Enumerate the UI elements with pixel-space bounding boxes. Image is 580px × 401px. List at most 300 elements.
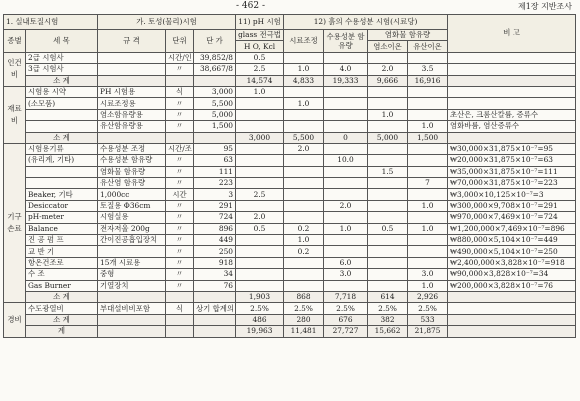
chloride-cell: [368, 246, 408, 257]
remark-cell: 초산은, 크롬산칼륨, 증류수: [448, 109, 576, 120]
price-cell: 상기 합계의: [194, 303, 236, 314]
col-sample: 시료조정: [284, 30, 324, 53]
price-cell: 449: [194, 235, 236, 246]
price-cell: 34: [194, 269, 236, 280]
detail-cell: 소 계: [26, 75, 98, 86]
spec-cell: [98, 64, 166, 75]
spec-cell: 중형: [98, 269, 166, 280]
price-cell: 1,500: [194, 121, 236, 132]
table-row: [4, 86, 576, 97]
chloride-cell: 9,666: [368, 75, 408, 86]
sulfate-cell: [408, 189, 448, 200]
remark-cell: [448, 86, 576, 97]
sample-cell: [284, 269, 324, 280]
price-cell: 5,000: [194, 109, 236, 120]
spec-cell: 유산함유량용: [98, 121, 166, 132]
sulfate-cell: 1.0: [408, 223, 448, 234]
sample-cell: 11,481: [284, 326, 324, 337]
table-row: [4, 143, 576, 154]
soluble-cell: 27,727: [324, 326, 368, 337]
table-row: [4, 64, 576, 75]
ph-cell: 486: [236, 314, 284, 325]
sample-cell: [284, 189, 324, 200]
table-row: [4, 75, 576, 86]
detail-cell: Desiccator: [26, 200, 98, 211]
unit-cell: [166, 291, 194, 302]
unit-cell: 〃: [166, 200, 194, 211]
table-row: [4, 303, 576, 314]
spec-cell: 부대설비비포함: [98, 303, 166, 314]
sulfate-cell: 1,500: [408, 132, 448, 143]
sulfate-cell: [408, 52, 448, 63]
detail-cell: 시험용 시약: [26, 86, 98, 97]
remark-cell: [448, 314, 576, 325]
unit-cell: 시간: [166, 189, 194, 200]
ph-cell: [236, 200, 284, 211]
sample-cell: 4,833: [284, 75, 324, 86]
cost-table: [3, 14, 576, 338]
table-row: [4, 132, 576, 143]
sample-cell: [284, 121, 324, 132]
detail-cell: [26, 166, 98, 177]
col-type: 종별: [4, 30, 26, 53]
detail-cell: 항온건조로: [26, 257, 98, 268]
remark-cell: ₩3,000×10,125×10⁻⁷=3: [448, 189, 576, 200]
chloride-cell: [368, 98, 408, 109]
unit-cell: 시간/인: [166, 52, 194, 63]
table-row: [4, 121, 576, 132]
chloride-cell: 1.5: [368, 166, 408, 177]
col-salt: 염화물 함유량: [368, 30, 448, 41]
ph-cell: [236, 257, 284, 268]
price-cell: 291: [194, 200, 236, 211]
remark-cell: [448, 75, 576, 86]
sulfate-cell: [408, 257, 448, 268]
unit-cell: 〃: [166, 280, 194, 291]
ph-cell: 1,903: [236, 291, 284, 302]
chloride-cell: [368, 86, 408, 97]
spec-cell: 염화물 함유량: [98, 166, 166, 177]
sample-cell: [284, 52, 324, 63]
unit-cell: 〃: [166, 246, 194, 257]
chloride-cell: [368, 257, 408, 268]
detail-cell: Gas Burner: [26, 280, 98, 291]
spec-cell: 수용성분 함유량: [98, 155, 166, 166]
unit-cell: 시간/조: [166, 143, 194, 154]
remark-cell: [448, 132, 576, 143]
table-row: [4, 109, 576, 120]
ph-cell: 0.5: [236, 52, 284, 63]
unit-cell: 〃: [166, 121, 194, 132]
remark-cell: ₩70,000×31,875×10⁻⁷=223: [448, 178, 576, 189]
chloride-cell: [368, 235, 408, 246]
chloride-cell: [368, 200, 408, 211]
soluble-cell: 2.5%: [324, 303, 368, 314]
detail-cell: pH-meter: [26, 212, 98, 223]
soluble-cell: [324, 235, 368, 246]
unit-cell: 〃: [166, 235, 194, 246]
table-row: [4, 326, 576, 337]
sulfate-cell: 1.0: [408, 280, 448, 291]
sample-cell: [284, 155, 324, 166]
chloride-cell: [368, 143, 408, 154]
table-row: [4, 257, 576, 268]
detail-cell: Beaker, 기타: [26, 189, 98, 200]
sample-cell: [284, 166, 324, 177]
price-cell: 95: [194, 143, 236, 154]
chloride-cell: [368, 212, 408, 223]
sample-cell: [284, 257, 324, 268]
chloride-cell: [368, 280, 408, 291]
chloride-cell: 614: [368, 291, 408, 302]
remark-cell: 염화바륨, 염산증류수: [448, 121, 576, 132]
sulfate-cell: 533: [408, 314, 448, 325]
soluble-cell: [324, 109, 368, 120]
detail-cell: 교 반 기: [26, 246, 98, 257]
soluble-cell: 2.0: [324, 200, 368, 211]
soluble-cell: [324, 121, 368, 132]
ph-cell: 1.0: [236, 86, 284, 97]
unit-cell: [166, 75, 194, 86]
sample-cell: [284, 200, 324, 211]
sample-cell: 5,500: [284, 132, 324, 143]
detail-cell: 2급 시험사: [26, 52, 98, 63]
spec-cell: 1,000cc: [98, 189, 166, 200]
table-row: [4, 155, 576, 166]
sample-cell: 2.5%: [284, 303, 324, 314]
sulfate-cell: 1.0: [408, 121, 448, 132]
unit-cell: 〃: [166, 223, 194, 234]
sulfate-cell: 2,926: [408, 291, 448, 302]
section-title-2: 11) pH 시험: [236, 15, 284, 30]
table-row: [4, 314, 576, 325]
remark-cell: ₩20,000×31,875×10⁻⁷=63: [448, 155, 576, 166]
ph-cell: 2.5: [236, 189, 284, 200]
ph-cell: [236, 246, 284, 257]
col-price: 단 가: [194, 30, 236, 53]
title-row: [4, 15, 576, 30]
table-row: [4, 52, 576, 63]
spec-cell: 토질용 Φ36cm: [98, 200, 166, 211]
section-title-3: 12) 흙의 수용성분 시험(시료당): [284, 15, 448, 30]
spec-cell: 시험실용: [98, 212, 166, 223]
unit-cell: [166, 326, 194, 337]
detail-cell: [26, 121, 98, 132]
sample-cell: [284, 109, 324, 120]
category-cell: 기구손료: [4, 143, 26, 302]
soluble-cell: [324, 189, 368, 200]
chloride-cell: 1.0: [368, 109, 408, 120]
spec-cell: 전자저울 200g: [98, 223, 166, 234]
sulfate-cell: [408, 109, 448, 120]
price-cell: 918: [194, 257, 236, 268]
table-row: [4, 166, 576, 177]
ph-cell: [236, 155, 284, 166]
price-cell: [194, 314, 236, 325]
sample-cell: [284, 280, 324, 291]
remark-cell: [448, 64, 576, 75]
spec-cell: [98, 326, 166, 337]
sample-cell: [284, 86, 324, 97]
sulfate-cell: 3.0: [408, 269, 448, 280]
soluble-cell: [324, 246, 368, 257]
sample-cell: 2.0: [284, 143, 324, 154]
category-cell: 경비: [4, 303, 26, 337]
ph-solution: H O, Kcl: [236, 41, 284, 52]
detail-cell: 소 계: [26, 132, 98, 143]
sample-cell: 868: [284, 291, 324, 302]
chloride-cell: 0.5: [368, 223, 408, 234]
sample-cell: [284, 178, 324, 189]
soluble-cell: [324, 166, 368, 177]
chloride-cell: [368, 155, 408, 166]
price-cell: 63: [194, 155, 236, 166]
chloride-cell: [368, 52, 408, 63]
price-cell: 76: [194, 280, 236, 291]
soluble-cell: 19,333: [324, 75, 368, 86]
sulfate-cell: [408, 155, 448, 166]
remark-cell: ₩35,000×31,875×10⁻⁷=111: [448, 166, 576, 177]
remark-cell: ₩490,000×5,104×10⁻⁷=250: [448, 246, 576, 257]
spec-cell: 수용성분 조정: [98, 143, 166, 154]
price-cell: 111: [194, 166, 236, 177]
remark-cell: ₩2,400,000×3,828×10⁻⁷=918: [448, 257, 576, 268]
unit-cell: 〃: [166, 212, 194, 223]
soluble-cell: [324, 212, 368, 223]
ph-cell: [236, 166, 284, 177]
sample-cell: 280: [284, 314, 324, 325]
ph-cell: [236, 269, 284, 280]
price-cell: 896: [194, 223, 236, 234]
detail-cell: (유리계, 기타): [26, 155, 98, 166]
col-soluble: 수용성분 함유량: [324, 30, 368, 53]
remark-header: 비 고: [448, 15, 576, 53]
chloride-cell: [368, 178, 408, 189]
remark-cell: ₩1,200,000×7,469×10⁻⁷=896: [448, 223, 576, 234]
table-row: [4, 291, 576, 302]
sulfate-cell: [408, 166, 448, 177]
sulfate-cell: [408, 235, 448, 246]
spec-cell: 유산염 함유량: [98, 178, 166, 189]
sample-cell: 1.0: [284, 235, 324, 246]
ph-cell: [236, 235, 284, 246]
ph-cell: 2.0: [236, 212, 284, 223]
spec-cell: [98, 75, 166, 86]
price-cell: 3: [194, 189, 236, 200]
table-row: [4, 235, 576, 246]
unit-cell: 〃: [166, 155, 194, 166]
price-cell: [194, 132, 236, 143]
table-row: [4, 212, 576, 223]
spec-cell: 기열장치: [98, 280, 166, 291]
col-chloride: 염소이온: [368, 41, 408, 52]
price-cell: 3,000: [194, 86, 236, 97]
section-title-1: 1. 실내토질시험: [4, 15, 98, 30]
sulfate-cell: 1.0: [408, 200, 448, 211]
spec-cell: 시료조정용: [98, 98, 166, 109]
chloride-cell: 2.0: [368, 64, 408, 75]
table-row: [4, 178, 576, 189]
sample-cell: 1.0: [284, 64, 324, 75]
sulfate-cell: 16,916: [408, 75, 448, 86]
unit-cell: 〃: [166, 257, 194, 268]
table-row: [4, 98, 576, 109]
page-header: [0, 0, 580, 14]
remark-cell: ₩880,000×5,104×10⁻⁷=449: [448, 235, 576, 246]
unit-cell: 식: [166, 86, 194, 97]
table-row: [4, 269, 576, 280]
detail-cell: 수도광열비: [26, 303, 98, 314]
soluble-cell: 7,718: [324, 291, 368, 302]
sample-cell: 0.2: [284, 246, 324, 257]
spec-cell: [98, 52, 166, 63]
spec-cell: 간이진공흡입장치: [98, 235, 166, 246]
soluble-cell: [324, 280, 368, 291]
detail-cell: [26, 109, 98, 120]
remark-cell: [448, 291, 576, 302]
remark-cell: [448, 303, 576, 314]
price-cell: 250: [194, 246, 236, 257]
detail-cell: Balance: [26, 223, 98, 234]
chloride-cell: 5,000: [368, 132, 408, 143]
remark-cell: [448, 98, 576, 109]
detail-cell: 시험용기류: [26, 143, 98, 154]
col-sulfate: 유산이온: [408, 41, 448, 52]
chloride-cell: 2.5%: [368, 303, 408, 314]
spec-cell: [98, 246, 166, 257]
unit-cell: 〃: [166, 98, 194, 109]
col-spec: 규 격: [98, 30, 166, 53]
price-cell: [194, 75, 236, 86]
price-cell: [194, 291, 236, 302]
detail-cell: 수 조: [26, 269, 98, 280]
page-number: - 462 -: [236, 1, 265, 11]
remark-cell: ₩300,000×9,708×10⁻⁷=291: [448, 200, 576, 211]
remark-cell: ₩200,000×3,828×10⁻⁷=76: [448, 280, 576, 291]
section-title-1b: 가. 토성(물리)시험: [98, 15, 236, 30]
spec-cell: 염소함유량용: [98, 109, 166, 120]
remark-cell: ₩90,000×3,828×10⁻⁷=34: [448, 269, 576, 280]
price-cell: [194, 326, 236, 337]
unit-cell: 〃: [166, 166, 194, 177]
ph-cell: [236, 98, 284, 109]
detail-cell: 소 계: [26, 314, 98, 325]
detail-cell: [26, 178, 98, 189]
soluble-cell: 4.0: [324, 64, 368, 75]
table-row: [4, 246, 576, 257]
spec-cell: [98, 132, 166, 143]
soluble-cell: [324, 52, 368, 63]
soluble-cell: [324, 143, 368, 154]
chloride-cell: [368, 269, 408, 280]
unit-cell: 〃: [166, 178, 194, 189]
chloride-cell: 15,662: [368, 326, 408, 337]
table-row: [4, 189, 576, 200]
chapter-header: 제1장 지반조사: [517, 2, 572, 11]
ph-cell: 2.5: [236, 64, 284, 75]
unit-cell: 〃: [166, 64, 194, 75]
ph-cell: [236, 109, 284, 120]
remark-cell: [448, 326, 576, 337]
detail-cell: 소 계: [26, 291, 98, 302]
spec-cell: PH 시험용: [98, 86, 166, 97]
sulfate-cell: 7: [408, 178, 448, 189]
ph-cell: [236, 280, 284, 291]
remark-cell: ₩30,000×31,875×10⁻⁷=95: [448, 143, 576, 154]
remark-cell: ₩970,000×7,469×10⁻⁷=724: [448, 212, 576, 223]
ph-cell: 0.5: [236, 223, 284, 234]
soluble-cell: 10.0: [324, 155, 368, 166]
ph-cell: 3,000: [236, 132, 284, 143]
ph-cell: [236, 178, 284, 189]
sulfate-cell: 3.5: [408, 64, 448, 75]
detail-cell: 3급 시험사: [26, 64, 98, 75]
col-unit: 단위: [166, 30, 194, 53]
sample-cell: 1.0: [284, 98, 324, 109]
price-cell: 223: [194, 178, 236, 189]
detail-cell: (소모품): [26, 98, 98, 109]
soluble-cell: 6.0: [324, 257, 368, 268]
sulfate-cell: 2.5%: [408, 303, 448, 314]
unit-cell: [166, 132, 194, 143]
soluble-cell: [324, 178, 368, 189]
soluble-cell: 3.0: [324, 269, 368, 280]
soluble-cell: 676: [324, 314, 368, 325]
chloride-cell: [368, 189, 408, 200]
sulfate-cell: [408, 98, 448, 109]
ph-cell: 14,574: [236, 75, 284, 86]
price-cell: 39,852/8: [194, 52, 236, 63]
table-row: [4, 223, 576, 234]
unit-cell: 〃: [166, 269, 194, 280]
ph-cell: [236, 143, 284, 154]
sample-cell: 0.2: [284, 223, 324, 234]
spec-cell: 15개 시료용: [98, 257, 166, 268]
sulfate-cell: [408, 143, 448, 154]
ph-cell: 2.5%: [236, 303, 284, 314]
detail-cell: 진 공 펌 프: [26, 235, 98, 246]
sulfate-cell: [408, 212, 448, 223]
sulfate-cell: [408, 246, 448, 257]
detail-cell: 계: [26, 326, 98, 337]
price-cell: 38,667/8: [194, 64, 236, 75]
category-cell: 재료비: [4, 86, 26, 143]
soluble-cell: [324, 86, 368, 97]
soluble-cell: 1.0: [324, 223, 368, 234]
table-row: [4, 200, 576, 211]
remark-cell: [448, 52, 576, 63]
sulfate-cell: [408, 86, 448, 97]
unit-cell: 식: [166, 303, 194, 314]
unit-cell: [166, 314, 194, 325]
chloride-cell: [368, 121, 408, 132]
spec-cell: [98, 314, 166, 325]
col-detail: 세 목: [26, 30, 98, 53]
chloride-cell: 382: [368, 314, 408, 325]
sample-cell: [284, 212, 324, 223]
soluble-cell: 0: [324, 132, 368, 143]
soluble-cell: [324, 98, 368, 109]
ph-cell: [236, 121, 284, 132]
table-row: [4, 280, 576, 291]
ph-cell: 19,963: [236, 326, 284, 337]
unit-cell: 〃: [166, 109, 194, 120]
category-cell: 인건비: [4, 52, 26, 86]
price-cell: 724: [194, 212, 236, 223]
sulfate-cell: 21,875: [408, 326, 448, 337]
price-cell: 5,500: [194, 98, 236, 109]
ph-method: glass 전극법: [236, 30, 284, 41]
